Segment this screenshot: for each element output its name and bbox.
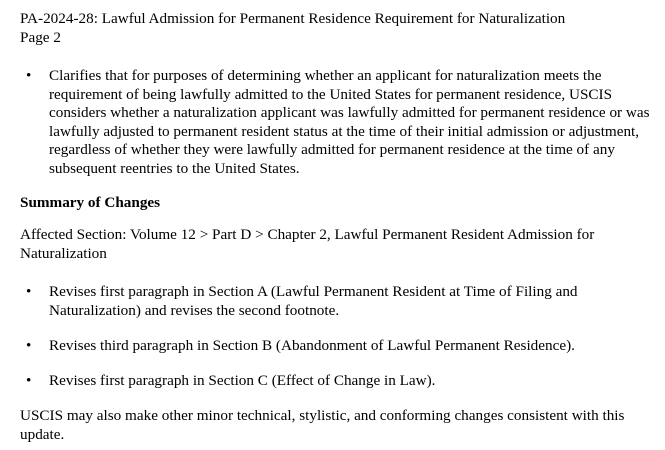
bullet-marker: • (26, 337, 32, 354)
change-item-text: Revises third paragraph in Section B (Abandonment of Lawful Permanent Residence). (49, 337, 575, 354)
change-item-text: Revises first paragraph in Section A (Lawful Permanent Resident at Time of Filing and Naturalization) and revises the second footnote. (49, 283, 578, 319)
bullet-marker: • (26, 67, 32, 84)
bullet-marker: • (26, 283, 32, 300)
document-title: PA-2024-28: Lawful Admission for Permanent Residence Requirement for Naturalization (20, 10, 566, 27)
affected-section-text: Affected Section: Volume 12 > Part D > Chapter 2, Lawful Permanent Resident Admission for Naturalization (20, 226, 595, 262)
change-item-3 (20, 372, 660, 391)
change-item-text: Revises first paragraph in Section C (Effect of Change in Law). (49, 372, 436, 389)
bullet-marker: • (26, 372, 32, 389)
intro-bullet-item (20, 67, 660, 178)
change-item-1 (20, 283, 660, 320)
intro-bullet-text: Clarifies that for purposes of determining whether an applicant for naturalization meets the requirement of being lawfully admitted to the United States for permanent residence, USCIS considers whether a naturalization applicant was lawfully admitted for permanent residence or was lawfully adjusted to permanent resident status at the time of their initial admission or adjustment, regardless of whether they were lawfully admitted for permanent residence at the time of any subsequent reentries to the United States. (49, 67, 650, 177)
change-item-2 (20, 337, 660, 356)
closing-paragraph: USCIS may also make other minor technical, stylistic, and conforming changes consistent with this update. (20, 407, 625, 443)
summary-heading: Summary of Changes (20, 194, 161, 211)
page-header (20, 10, 565, 47)
page-number: Page 2 (20, 28, 61, 46)
